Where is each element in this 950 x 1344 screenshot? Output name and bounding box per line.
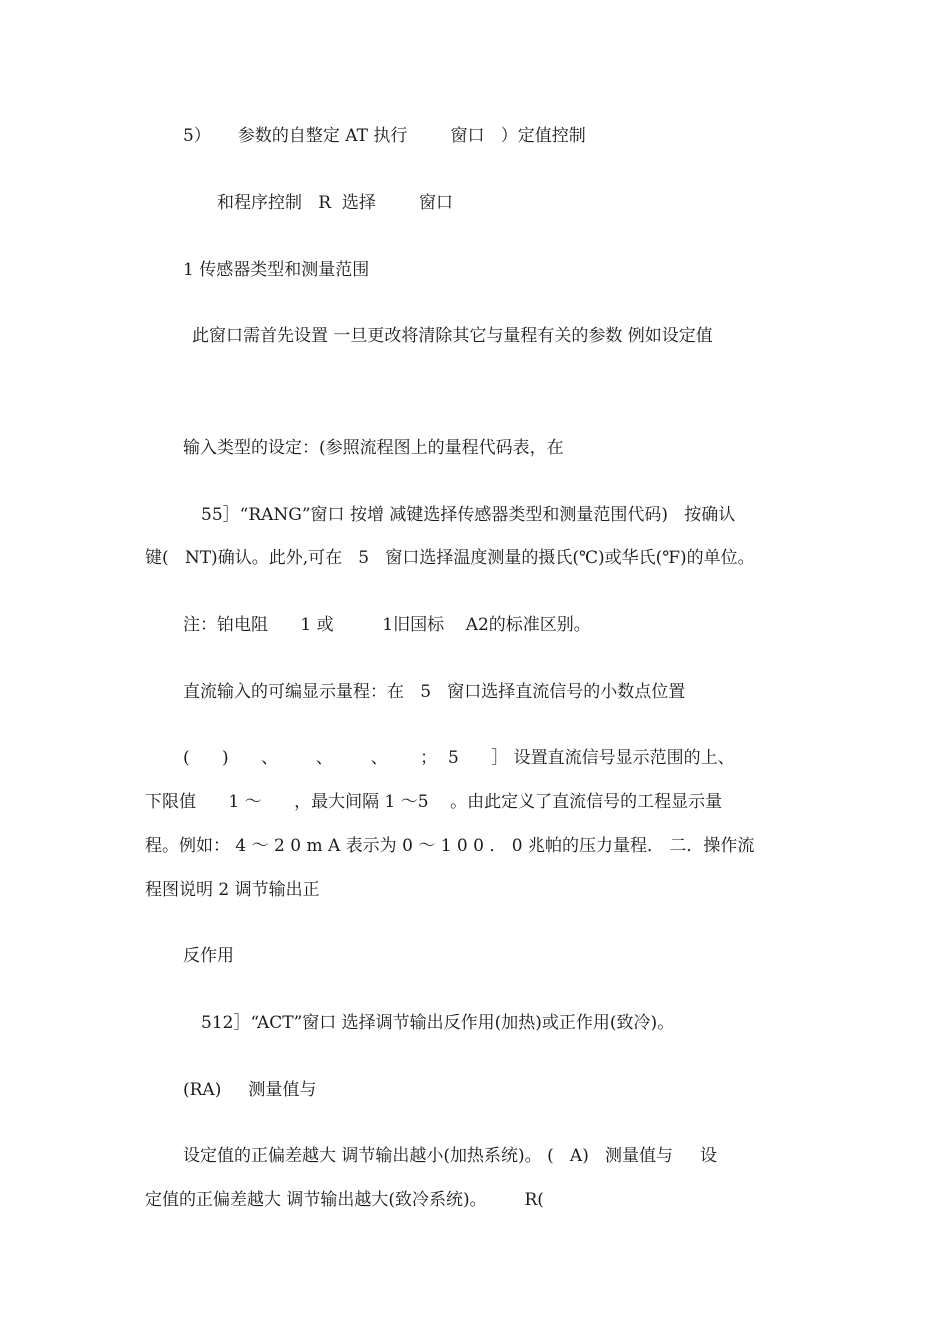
text-line: 直流输入的可编显示量程：在 5 窗口选择直流信号的小数点位置 — [183, 682, 686, 702]
text-line: 注：铂电阻 1 或 1旧国标 A2的标准区别。 — [183, 615, 591, 635]
section-heading: 1 传感器类型和测量范围 — [183, 260, 370, 280]
text-line: ( ) 、 、 、 ； 5 ］ 设置直流信号显示范围的上、 — [183, 748, 735, 768]
text-line: 512］“ACT”窗口 选择调节输出反作用(加热)或正作用(致冷)。 — [201, 1013, 675, 1033]
text-line: 设定值的正偏差越大 调节输出越小(加热系统)。 ( A) 测量值与 设 — [183, 1146, 718, 1166]
text-line: 程图说明 2 调节输出正 — [145, 880, 320, 900]
text-line: 反作用 — [183, 946, 234, 966]
text-line: 程。例如： 4 ～ 2 0 m A 表示为 0 ～ 1 0 0 ． 0 兆帕的压力量程． 二．操作流 — [145, 836, 755, 856]
text-line: 5） 参数的自整定 AT 执行 窗口 ）定值控制 — [183, 126, 586, 146]
text-line: 55］“RANG”窗口 按增 减键选择传感器类型和测量范围代码) 按确认 — [201, 505, 736, 525]
text-line: 此窗口需首先设置 一旦更改将清除其它与量程有关的参数 例如设定值 — [192, 326, 713, 346]
text-line: 定值的正偏差越大 调节输出越大(致冷系统)。 R( — [145, 1190, 544, 1210]
text-line: 和程序控制 R 选择 窗口 — [217, 193, 454, 213]
text-line: 输入类型的设定：(参照流程图上的量程代码表，在 — [183, 438, 564, 458]
text-line: 下限值 1 ～ ，最大间隔 1 ～5 。由此定义了直流信号的工程显示量 — [145, 792, 723, 812]
text-line: (RA) 测量值与 — [183, 1080, 317, 1100]
text-line: 键( NT)确认。此外,可在 5 窗口选择温度测量的摄氏(℃)或华氏(℉)的单位。 — [145, 548, 755, 568]
